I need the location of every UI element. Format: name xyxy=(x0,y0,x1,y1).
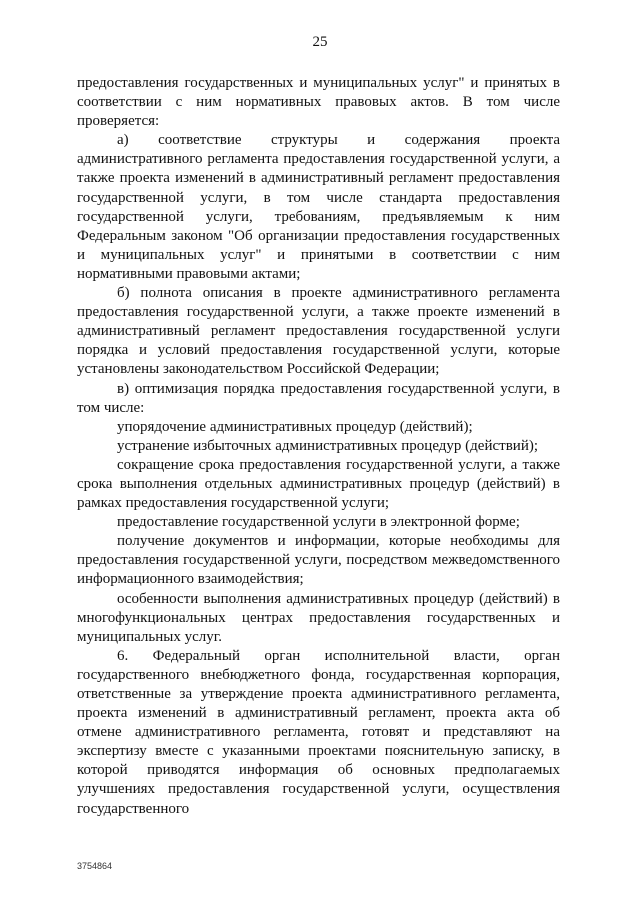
page-number: 25 xyxy=(312,34,328,50)
paragraph-subitem: особенности выполнения административных процедур (действий) в многофункциональных центрах предоставления государственных и муниципальных услуг. xyxy=(77,590,560,645)
paragraph-subitem: получение документов и информации, которые необходимы для предоставления государственной услуги, посредством межведомственного информационного взаимодействия; xyxy=(77,533,560,588)
paragraph-item-b: б) полнота описания в проекте административного регламента предоставления государственной услуги, а также проекте изменений в административный регламент предоставления государственной услуги порядка и условий предоставления государственной услуги, которые установлены законодательством Российской Федерации; xyxy=(77,285,560,378)
document-id: 3754864 xyxy=(77,861,113,871)
paragraph-subitem: предоставление государственной услуги в электронной форме; xyxy=(117,514,520,531)
paragraph-subitem: сокращение срока предоставления государственной услуги, а также срока выполнения отдельных административных процедур (действий) в рамках предоставления государственной услуги; xyxy=(77,456,560,512)
paragraph-continuation: предоставления государственных и муниципальных услуг" и принятых в соответствии с ним нормативных правовых актов. В том числе проверяется: xyxy=(77,75,560,130)
document-body xyxy=(77,74,560,819)
paragraph-subitem: устранение избыточных административных процедур (действий); xyxy=(117,437,539,454)
paragraph-item-a: а) соответствие структуры и содержания проекта административного регламента предоставления государственной услуги, а также проекта изменений в административный регламент предоставления государственной услуги, в том числе стандарта предоставления государственной услуги, требованиям, предъявляемым к ним Федеральным законом "Об организации предоставления государственных и муниципальных услуг" и принятыми в соответствии с ним нормативными правовыми актами; xyxy=(77,132,560,282)
paragraph-section-6: 6. Федеральный орган исполнительной власти, орган государственного внебюджетного фонда, государственная корпорация, ответственные за утверждение проекта административного регламента, проекта изменений в административный регламент, проекта акта об отмене административного регламента, готовят и представляют на экспертизу вместе с указанными проектами пояснительную записку, в которой приводятся информация об основных предполагаемых улучшениях предоставления государственной услуги, осуществления государственного xyxy=(77,647,560,817)
paragraph-item-v: в) оптимизация порядка предоставления государственной услуги, в том числе: xyxy=(77,380,560,416)
paragraph-subitem: упорядочение административных процедур (действий); xyxy=(117,418,473,435)
